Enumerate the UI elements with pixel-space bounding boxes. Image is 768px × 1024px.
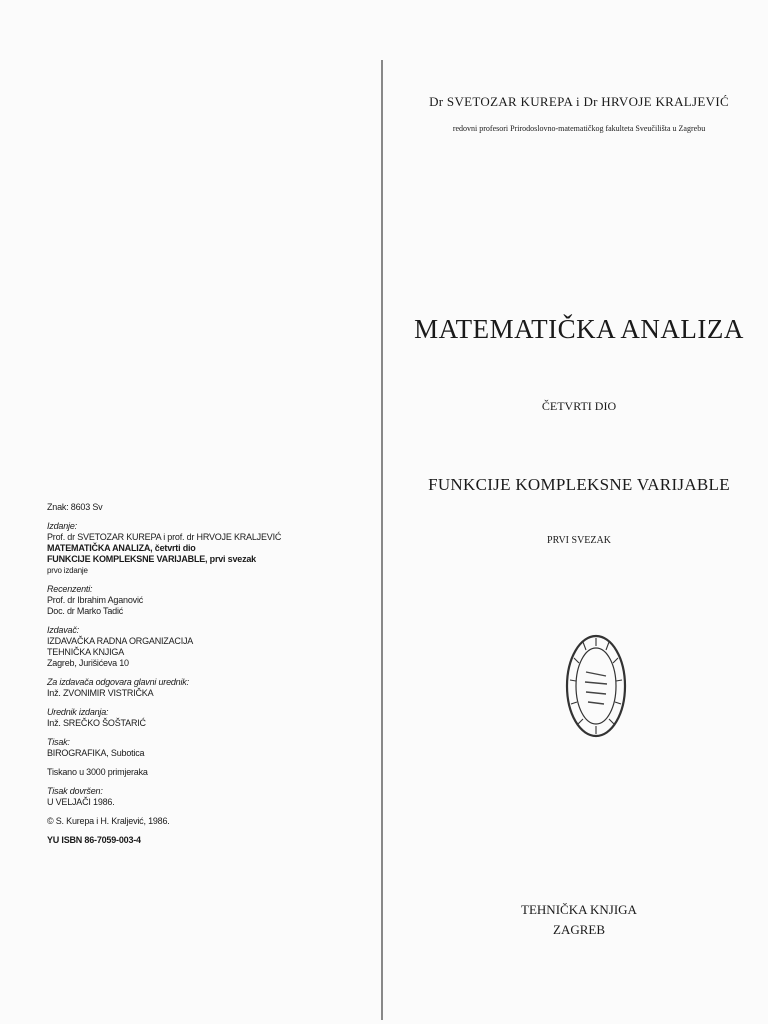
book-gutter — [381, 60, 383, 1020]
book-subtitle: FUNKCIJE KOMPLEKSNE VARIJABLE — [428, 475, 730, 494]
publisher-line-2: TEHNIČKA KNJIGA — [47, 647, 125, 657]
print-section — [47, 737, 377, 759]
reviewer-2: Doc. dr Marko Tadić — [47, 606, 124, 616]
print-finished: U VELJAČI 1986. — [47, 797, 115, 807]
publisher-imprint — [390, 900, 768, 940]
part-label: ČETVRTI DIO — [541, 399, 617, 413]
print-finished-label: Tisak dovršen: — [47, 786, 103, 796]
catalog-code: Znak: 8603 Sv — [47, 502, 103, 512]
publisher-label: Izdavač: — [47, 625, 79, 635]
editor-label: Urednik izdanja: — [47, 707, 109, 717]
editor-section — [47, 707, 377, 729]
printer: BIROGRAFIKA, Subotica — [47, 748, 145, 758]
editor-in-chief-section — [47, 677, 377, 699]
edition-note: prvo izdanje — [47, 566, 88, 575]
copies: Tiskano u 3000 primjeraka — [47, 767, 148, 777]
publisher-section — [47, 625, 377, 669]
editor-in-chief: Inž. ZVONIMIR VISTRIČKA — [47, 688, 154, 698]
print-label: Tisak: — [47, 737, 70, 747]
edition-label: Izdanje: — [47, 521, 77, 531]
authors: Dr SVETOZAR KUREPA i Dr HRVOJE KRALJEVIĆ — [429, 94, 729, 109]
reviewer-1: Prof. dr Ibrahim Aganović — [47, 595, 144, 605]
imprint-page — [30, 0, 370, 1024]
reviewers-section — [47, 584, 377, 617]
publisher-line-3: Zagreb, Jurišićeva 10 — [47, 658, 129, 668]
editor: Inž. SREČKO ŠOŠTARIĆ — [47, 718, 146, 728]
copyright: © S. Kurepa i H. Kraljević, 1986. — [47, 816, 170, 826]
library-stamp-icon — [564, 632, 628, 740]
edition-title: MATEMATIČKA ANALIZA, četvrti dio — [47, 543, 196, 553]
edition-authors: Prof. dr SVETOZAR KUREPA i prof. dr HRVOJE KRALJEVIĆ — [47, 532, 282, 542]
editor-in-chief-label: Za izdavača odgovara glavni urednik: — [47, 677, 189, 687]
print-finished-section — [47, 786, 377, 808]
volume-label: PRVI SVEZAK — [547, 535, 611, 546]
publisher-name: TEHNIČKA KNJIGA — [521, 902, 637, 917]
publisher-line-1: IZDAVAČKA RADNA ORGANIZACIJA — [47, 636, 194, 646]
reviewers-label: Recenzenti: — [47, 584, 93, 594]
isbn: YU ISBN 86-7059-003-4 — [47, 835, 141, 845]
imprint-block — [47, 502, 377, 854]
publisher-city: ZAGREB — [553, 922, 605, 937]
edition-section — [47, 521, 377, 576]
title-page — [390, 0, 768, 1024]
book-title: MATEMATIČKA ANALIZA — [414, 314, 744, 344]
affiliation: redovni profesori Prirodoslovno-matematičkog fakulteta Sveučilišta u Zagrebu — [452, 124, 706, 133]
edition-subtitle: FUNKCIJE KOMPLEKSNE VARIJABLE, prvi svezak — [47, 554, 256, 564]
